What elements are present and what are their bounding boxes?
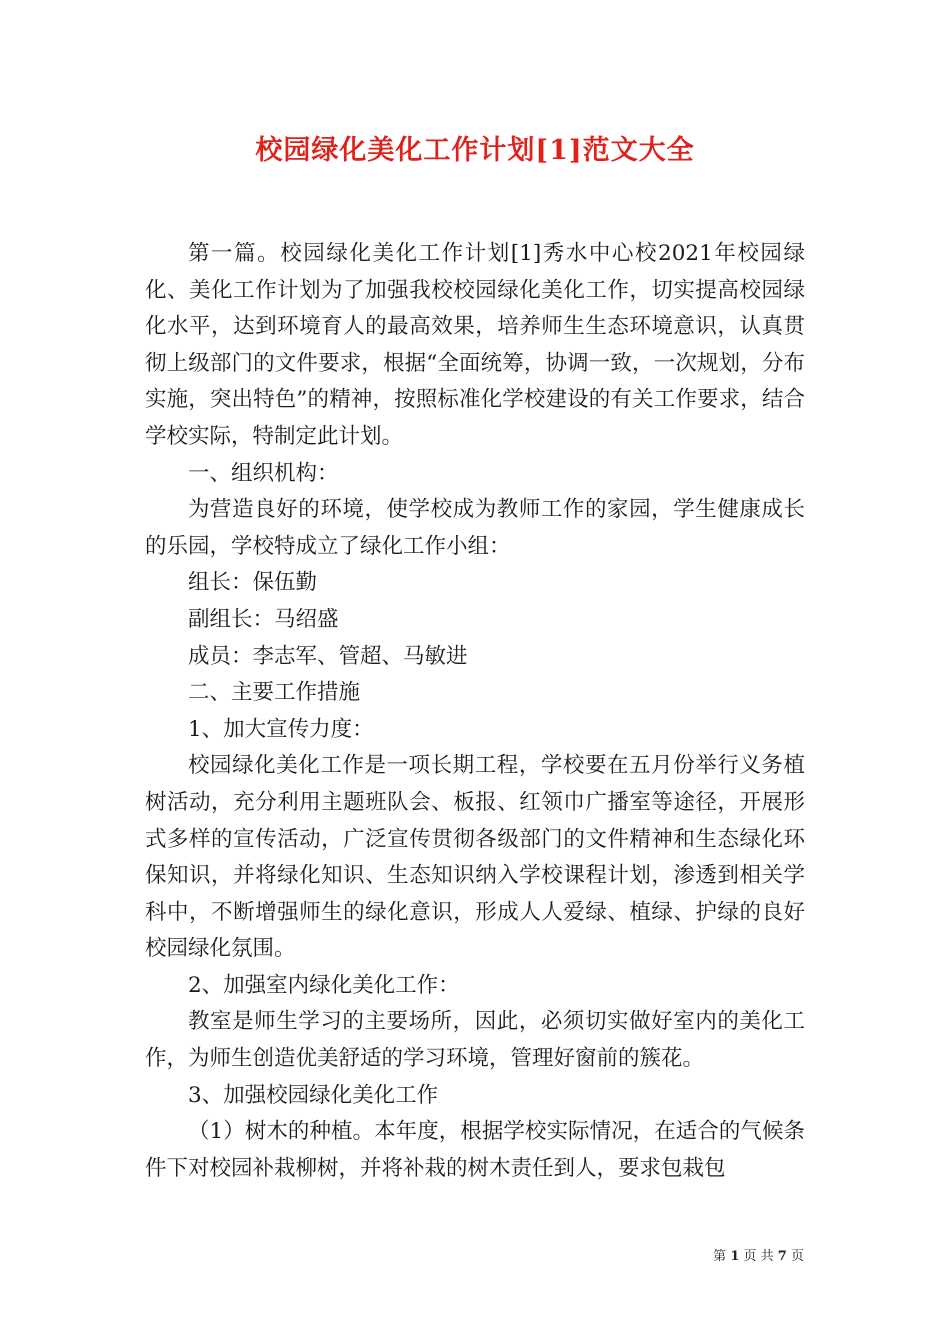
footer-total-pages: 7 <box>777 1249 787 1264</box>
paragraph-tree-planting: （1）树木的种植。本年度，根据学校实际情况，在适合的气候条件下对校园补栽柳树，并将补栽的树木责任到人，要求包栽包 <box>145 1119 805 1181</box>
heading-measures: 二、主要工作措施 <box>188 680 361 706</box>
paragraph-publicity: 校园绿化美化工作是一项长期工程，学校要在五月份举行义务植树活动，充分利用主题班队会、板报、红领巾广播室等途径，开展形式多样的宣传活动，广泛宣传贯彻各级部门的文件精神和生态绿化环保知识，并将绿化知识、生态知识纳入学校课程计划，渗透到相关学科中，不断增强师生的绿化意识，形成人人爱绿、植绿、护绿的良好校园绿化氛围。 <box>145 753 805 962</box>
footer-middle: 页 共 <box>743 1249 774 1264</box>
heading-organization: 一、组织机构： <box>188 460 339 486</box>
line-members: 成员：李志军、管超、马敏进 <box>188 643 468 669</box>
footer-prefix: 第 <box>713 1249 727 1264</box>
subheading-campus: 3、加强校园绿化美化工作 <box>188 1082 439 1108</box>
line-leader: 组长：保伍勤 <box>188 570 318 596</box>
subheading-indoor: 2、加强室内绿化美化工作： <box>188 972 460 998</box>
paragraph-organization: 为营造良好的环境，使学校成为教师工作的家园，学生健康成长的乐园，学校特成立了绿化工作小组： <box>145 497 805 559</box>
document-body <box>145 236 805 1187</box>
footer-current-page: 1 <box>730 1249 740 1264</box>
footer-suffix: 页 <box>790 1249 804 1264</box>
page-footer <box>713 1248 804 1266</box>
document-title: 校园绿化美化工作计划[1]范文大全 <box>255 135 695 166</box>
subheading-publicity: 1、加大宣传力度： <box>188 716 374 742</box>
line-deputy-leader: 副组长：马绍盛 <box>188 606 339 632</box>
paragraph-indoor: 教室是师生学习的主要场所，因此，必须切实做好室内的美化工作，为师生创造优美舒适的学习环境，管理好窗前的簇花。 <box>145 1009 805 1072</box>
paragraph-intro: 第一篇。校园绿化美化工作计划[1]秀水中心校2021年校园绿化、美化工作计划为了加强我校校园绿化美化工作，切实提高校园绿化水平，达到环境育人的最高效果，培养师生生态环境意识，认真贯彻上级部门的文件要求，根据“全面统筹，协调一致，一次规划，分布实施，突出特色”的精神，按照标准化学校建设的有关工作要求，结合学校实际，特制定此计划。 <box>145 241 805 449</box>
